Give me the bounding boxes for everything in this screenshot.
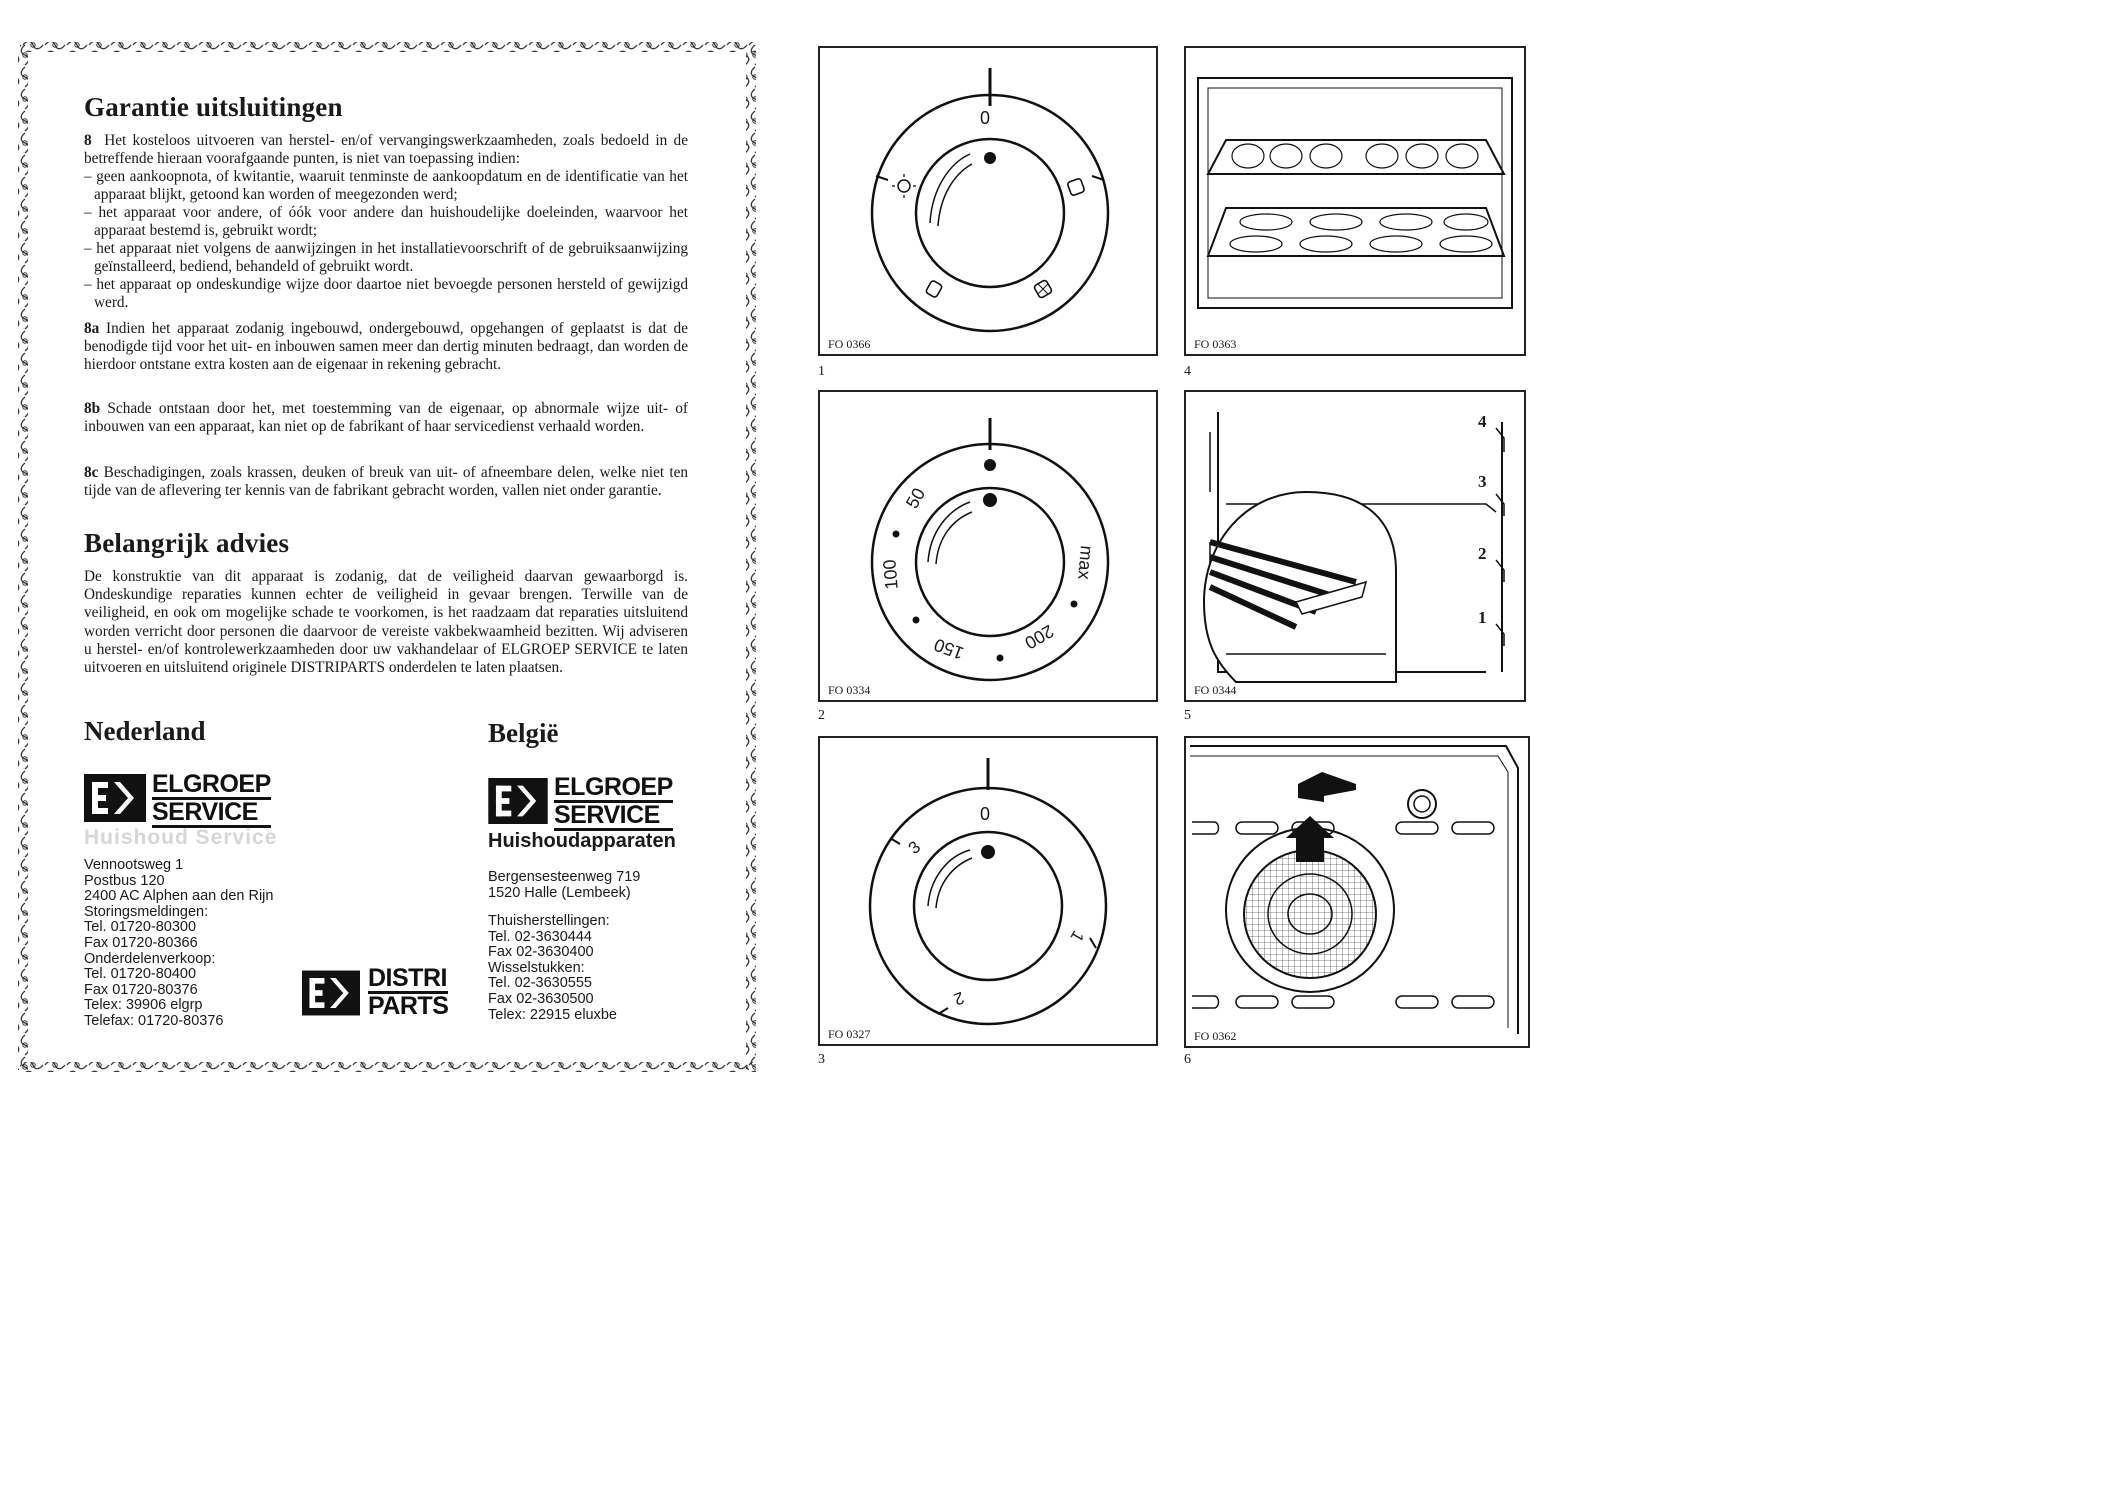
list-item: – het apparaat niet volgens de aanwijzingen in het installatievoorschrift of de gebruiksaanwijzing geïnstalleerd, bediend, behandeld of gebruikt wordt. bbox=[84, 240, 688, 276]
figure-temperature-knob bbox=[818, 390, 1158, 702]
distriparts-logo-mark bbox=[302, 970, 360, 1016]
dial-label: 0 bbox=[980, 804, 991, 824]
faded-logo-subtitle: Huishoud Service bbox=[84, 826, 278, 849]
address-line: Telex: 22915 eluxbe bbox=[488, 1006, 617, 1023]
figure-number: 4 bbox=[1184, 364, 1191, 379]
elgroep-logo-text bbox=[554, 775, 673, 831]
address-line: Fax 01720-80376 bbox=[84, 981, 198, 998]
distriparts-logo-text bbox=[368, 966, 448, 1018]
address-line: 1520 Halle (Lembeek) bbox=[488, 884, 631, 901]
figure-code: FO 0363 bbox=[1194, 337, 1237, 351]
dial-label: 100 bbox=[879, 558, 902, 591]
elgroep-logo-be bbox=[488, 778, 548, 829]
logo-line-1: ELGROEP bbox=[554, 773, 673, 801]
figure-code: FO 0344 bbox=[1194, 683, 1237, 697]
elgroep-logo-mark bbox=[488, 778, 548, 824]
logo-line-2: PARTS bbox=[368, 992, 449, 1020]
paragraph-8a bbox=[84, 320, 688, 375]
figure-selector-knob bbox=[818, 46, 1158, 356]
paragraph-number: 8a bbox=[84, 320, 100, 337]
address-line: Bergensesteenweg 719 bbox=[488, 869, 641, 885]
rack-level: 1 bbox=[1478, 608, 1487, 627]
paragraph-text: Indien het apparaat zodanig ingebouwd, ondergebouwd, opgehangen of geplaatst is dat de benodigde tijd voor het uit- en inbouwen samen meer dan dertig minuten bedraagt, dan worden de hierdoor ontstane extra kosten aan de eigenaar in rekening gebracht. bbox=[84, 320, 688, 374]
rack-level: 3 bbox=[1478, 472, 1487, 491]
paragraph-text: Het kosteloos uitvoeren van herstel- en/of vervangingswerkzaamheden, zoals bedoeld in de betreffende hieraan voorafgaande punten, is niet van toepassing indien: bbox=[84, 132, 688, 168]
address-line: Tel. 02-3630444 bbox=[488, 928, 592, 945]
address-line: Thuisherstellingen: bbox=[488, 913, 610, 929]
figure-shelf-positions bbox=[1184, 390, 1526, 702]
address-line: Storingsmeldingen: bbox=[84, 903, 209, 920]
dial-label: 2 bbox=[951, 987, 967, 1010]
elgroep-logo-text bbox=[152, 772, 271, 828]
address-line: Tel. 02-3630555 bbox=[488, 975, 592, 992]
address-line: 2400 AC Alphen aan den Rijn bbox=[84, 888, 274, 905]
figure-code: FO 0366 bbox=[828, 337, 871, 351]
dial-label: 3 bbox=[904, 837, 925, 858]
paragraph-number: 8 bbox=[84, 132, 92, 149]
figure-number: 3 bbox=[818, 1052, 825, 1067]
list-item: – het apparaat voor andere, of óók voor andere dan huishoudelijke doeleinden, waarvoor het apparaat bestemd is, gebruikt wordt; bbox=[84, 204, 688, 240]
heading-garantie: Garantie uitsluitingen bbox=[84, 92, 343, 122]
paragraph-8 bbox=[84, 132, 688, 168]
heading-nederland: Nederland bbox=[84, 716, 206, 746]
address-line: Onderdelenverkoop: bbox=[84, 950, 216, 967]
address-line: Fax 01720-80366 bbox=[84, 934, 198, 951]
rack-level: 4 bbox=[1478, 412, 1487, 431]
figure-number: 1 bbox=[818, 364, 825, 379]
paragraph-number: 8c bbox=[84, 464, 99, 481]
logo-line-1: DISTRI bbox=[368, 964, 447, 992]
address-belgie bbox=[488, 870, 640, 901]
elgroep-logo-nl bbox=[84, 774, 146, 827]
logo-line-2: SERVICE bbox=[554, 803, 673, 831]
logo-line-1: ELGROEP bbox=[152, 770, 271, 798]
address-line: Telex: 39906 elgrp bbox=[84, 997, 203, 1014]
figure-number: 5 bbox=[1184, 708, 1191, 723]
address-line: Telefax: 01720-80376 bbox=[84, 1012, 224, 1029]
figure-number: 2 bbox=[818, 708, 825, 723]
paragraph-8b bbox=[84, 400, 688, 436]
list-item: – het apparaat op ondeskundige wijze door daartoe niet bevoegde personen hersteld of gewijzigd werd. bbox=[84, 276, 688, 312]
heading-belgie: België bbox=[488, 718, 559, 748]
distriparts-logo bbox=[302, 970, 360, 1021]
logo-subtitle: Huishoudapparaten bbox=[488, 830, 676, 852]
figure-fan-cover bbox=[1184, 736, 1530, 1048]
figure-code: FO 0334 bbox=[828, 683, 871, 697]
paragraph-8c bbox=[84, 464, 688, 500]
figure-code: FO 0362 bbox=[1194, 1029, 1237, 1043]
figure-oven-racks bbox=[1184, 46, 1526, 356]
dial-label: 200 bbox=[1021, 620, 1058, 654]
dial-label: 1 bbox=[1066, 927, 1088, 946]
paragraph-number: 8b bbox=[84, 400, 101, 417]
address-line: Vennootsweg 1 bbox=[84, 857, 184, 873]
paragraph-text: Beschadigingen, zoals krassen, deuken of breuk van uit- of afneembare delen, welke niet ten tijde van de aflevering ter kennis van de fabrikant gebracht worden, vallen niet onder garantie. bbox=[84, 464, 689, 500]
address-line: Tel. 01720-80400 bbox=[84, 966, 197, 983]
address-line: Postbus 120 bbox=[84, 872, 165, 889]
contact-belgie bbox=[488, 914, 617, 1023]
rack-level: 2 bbox=[1478, 544, 1487, 563]
address-line: Fax 02-3630400 bbox=[488, 944, 594, 961]
address-line: Fax 02-3630500 bbox=[488, 990, 594, 1007]
address-line: Tel. 01720-80300 bbox=[84, 919, 197, 936]
dial-label: 150 bbox=[931, 634, 967, 664]
figure-number: 6 bbox=[1184, 1052, 1191, 1067]
address-line: Wisselstukken: bbox=[488, 959, 585, 976]
list-item: – geen aankoopnota, of kwitantie, waaruit tenminste de aankoopdatum en de identificatie van het apparaat blijkt, getoond kan worden of meegezonden werd; bbox=[84, 168, 688, 204]
elgroep-logo-mark bbox=[84, 774, 146, 822]
address-nederland bbox=[84, 858, 273, 1030]
figure-timer-knob bbox=[818, 736, 1158, 1046]
heading-advies: Belangrijk advies bbox=[84, 528, 290, 558]
paragraph-advies: De konstruktie van dit apparaat is zodanig, dat de veiligheid daarvan gewaarborgd is. Ondeskundige reparaties kunnen echter de veiligheid in gevaar brengen. Terwille van de veiligheid, en ook om mogelijke schade te voorkomen, is het raadzaam dat reparaties uitsluitend worden verricht door personen die daarvoor de vereiste vakbekwaamheid bezitten. Wij adviseren u herstel- en/of kontrolewerkzaamheden door uw vakhandelaar of ELGROEP SERVICE te laten uitvoeren en uitsluitend originele DISTRIPARTS onderdelen te laten plaatsen. bbox=[84, 568, 688, 677]
dial-label: max bbox=[1074, 544, 1097, 581]
figure-code: FO 0327 bbox=[828, 1027, 871, 1041]
logo-line-2: SERVICE bbox=[152, 800, 271, 828]
paragraph-text: Schade ontstaan door het, met toestemming van de eigenaar, op abnormale wijze uit- of inbouwen van een apparaat, kan niet op de fabrikant of haar servicedienst verhaald worden. bbox=[84, 400, 688, 436]
dial-label: 50 bbox=[901, 484, 930, 512]
dial-label: 0 bbox=[980, 108, 991, 128]
